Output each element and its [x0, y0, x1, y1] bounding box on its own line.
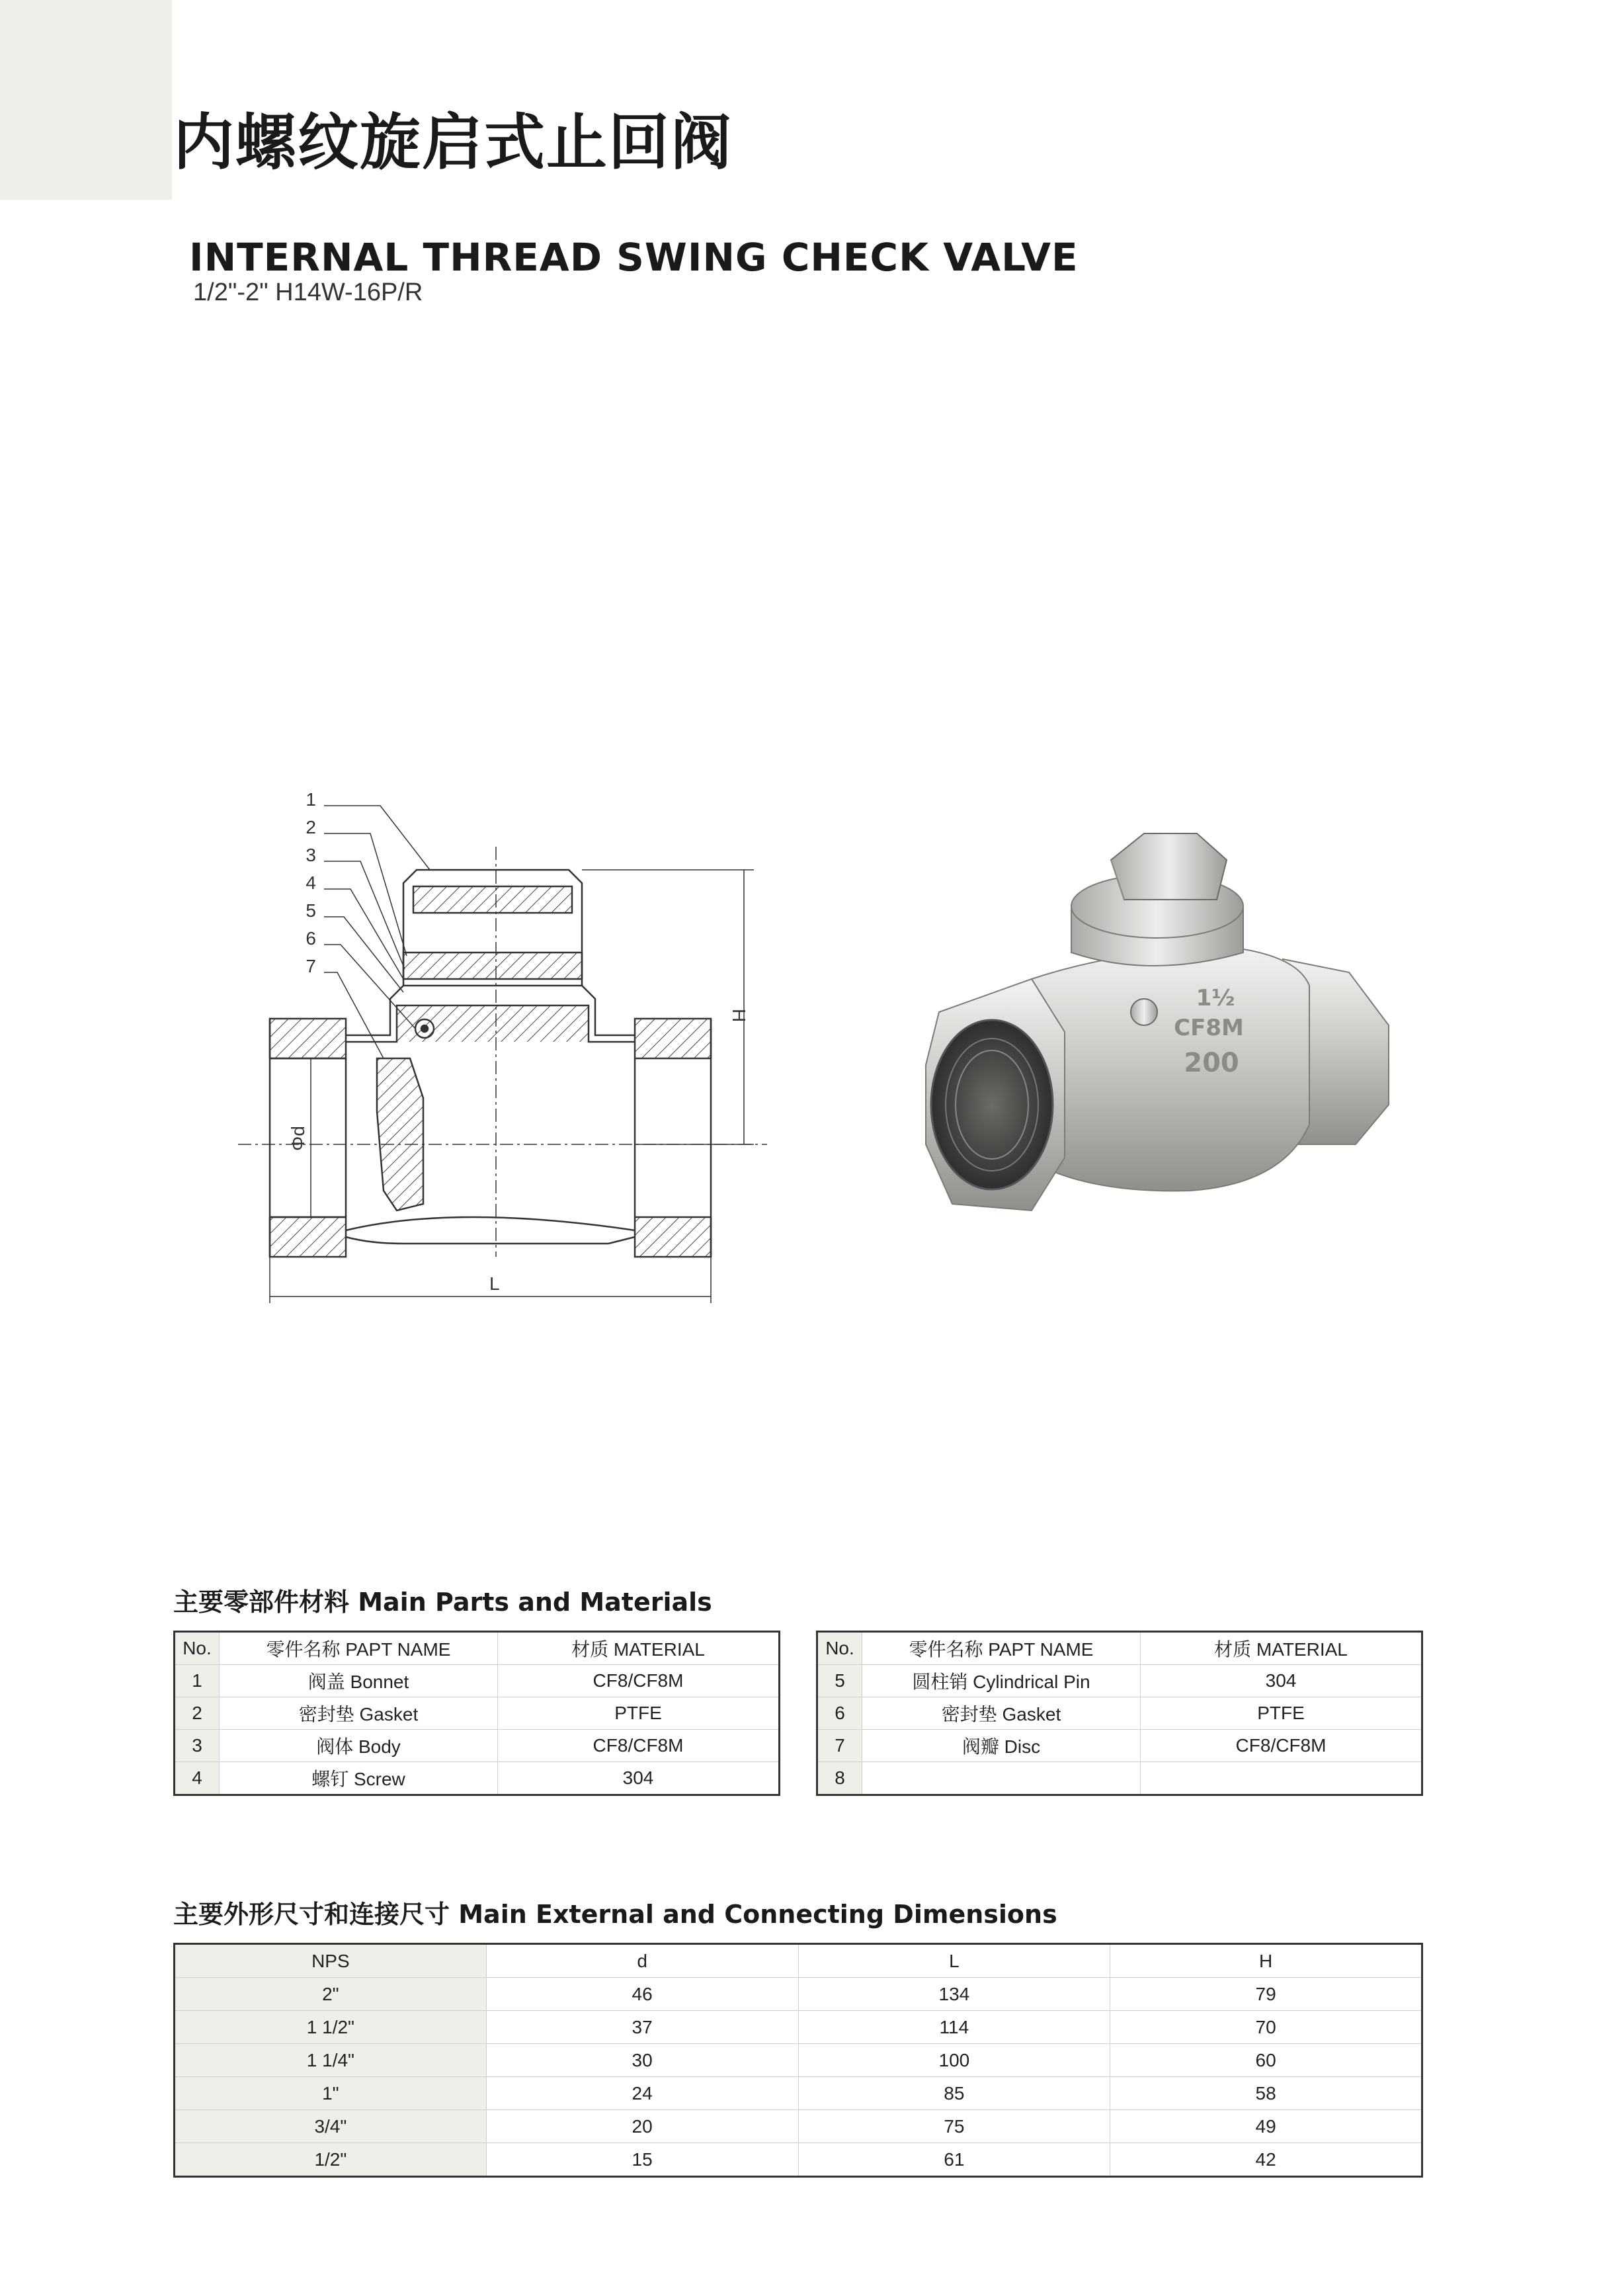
cell-d: 37: [486, 2011, 798, 2044]
part-material: CF8/CF8M: [1141, 1730, 1422, 1762]
table-row: [175, 2110, 1422, 2143]
cell-nps: 1/2": [175, 2143, 487, 2177]
part-name: 阀体 Body: [220, 1730, 498, 1762]
marking-material: CF8M: [1174, 1015, 1244, 1041]
cell-l: 75: [798, 2110, 1110, 2143]
part-no: 6: [817, 1697, 862, 1730]
valve-product-photo: [913, 814, 1415, 1250]
part-name: 螺钉 Screw: [220, 1762, 498, 1795]
cell-nps: 2": [175, 1978, 487, 2011]
parts-table-left: [173, 1631, 780, 1796]
header-name: 零件名称 PAPT NAME: [862, 1632, 1141, 1665]
page-title-chinese: 内螺纹旋启式止回阀: [173, 107, 733, 178]
cell-d: 15: [486, 2143, 798, 2177]
screw-head: [1131, 999, 1157, 1025]
part-name: 圆柱销 Cylindrical Pin: [862, 1665, 1141, 1697]
callout-3: 3: [306, 845, 316, 865]
cell-h: 79: [1110, 1978, 1422, 2011]
dims-header-row: [175, 1944, 1422, 1978]
part-name: 密封垫 Gasket: [862, 1697, 1141, 1730]
marking-size: 1½: [1196, 985, 1235, 1011]
cell-l: 100: [798, 2044, 1110, 2077]
parts-header-row: [175, 1632, 780, 1665]
callout-6: 6: [306, 928, 316, 949]
inlet-bore: [931, 1020, 1053, 1189]
cell-h: 58: [1110, 2077, 1422, 2110]
right-hex-fitting-bottom: [635, 1217, 711, 1257]
part-no: 7: [817, 1730, 862, 1762]
label-d: Φd: [288, 1126, 308, 1151]
part-name: [862, 1762, 1141, 1795]
part-no: 1: [175, 1665, 220, 1697]
part-no: 3: [175, 1730, 220, 1762]
cell-d: 30: [486, 2044, 798, 2077]
header-material: 材质 MATERIAL: [498, 1632, 780, 1665]
header-no: No.: [817, 1632, 862, 1665]
part-material: PTFE: [498, 1697, 780, 1730]
disc: [377, 1058, 423, 1211]
part-no: 2: [175, 1697, 220, 1730]
valve-section-drawing: [238, 781, 767, 1323]
left-hex-fitting: [270, 1019, 346, 1058]
part-material: CF8/CF8M: [498, 1730, 780, 1762]
parts-table-right: [816, 1631, 1423, 1796]
right-hex-fitting: [635, 1019, 711, 1058]
cell-h: 60: [1110, 2044, 1422, 2077]
cell-nps: 3/4": [175, 2110, 487, 2143]
part-name: 阀盖 Bonnet: [220, 1665, 498, 1697]
left-hex-fitting-bottom: [270, 1217, 346, 1257]
table-row: [817, 1762, 1422, 1795]
dimensions-table: [173, 1943, 1423, 2178]
part-name: 密封垫 Gasket: [220, 1697, 498, 1730]
header-name: 零件名称 PAPT NAME: [220, 1632, 498, 1665]
table-row: [175, 2011, 1422, 2044]
part-material: [1141, 1762, 1422, 1795]
callout-2: 2: [306, 817, 316, 837]
cell-l: 61: [798, 2143, 1110, 2177]
cell-d: 46: [486, 1978, 798, 2011]
parts-header-row: [817, 1632, 1422, 1665]
page-title-english: INTERNAL THREAD SWING CHECK VALVE: [189, 235, 1079, 280]
callout-5: 5: [306, 900, 316, 921]
table-row: [175, 1978, 1422, 2011]
hex-cap: [1111, 833, 1227, 900]
header-d: d: [486, 1944, 798, 1978]
table-row: [175, 1665, 780, 1697]
callout-1: 1: [306, 789, 316, 810]
valve-body: [1025, 946, 1309, 1191]
cell-l: 114: [798, 2011, 1110, 2044]
cell-nps: 1 1/4": [175, 2044, 487, 2077]
part-no: 5: [817, 1665, 862, 1697]
part-no: 8: [817, 1762, 862, 1795]
cell-l: 85: [798, 2077, 1110, 2110]
part-material: 304: [1141, 1665, 1422, 1697]
header-h: H: [1110, 1944, 1422, 1978]
callout-4: 4: [306, 872, 316, 893]
part-name: 阀瓣 Disc: [862, 1730, 1141, 1762]
cell-nps: 1 1/2": [175, 2011, 487, 2044]
model-subtitle: 1/2"-2" H14W-16P/R: [193, 278, 423, 306]
table-row: [817, 1665, 1422, 1697]
part-material: PTFE: [1141, 1697, 1422, 1730]
table-row: [175, 2044, 1422, 2077]
dims-section-title: 主要外形尺寸和连接尺寸 Main External and Connecting Dimensions: [173, 1900, 1057, 1929]
cell-d: 20: [486, 2110, 798, 2143]
part-no: 4: [175, 1762, 220, 1795]
header-nps: NPS: [175, 1944, 487, 1978]
table-row: [817, 1730, 1422, 1762]
label-l: L: [489, 1273, 500, 1294]
cell-h: 49: [1110, 2110, 1422, 2143]
cell-d: 24: [486, 2077, 798, 2110]
cell-h: 70: [1110, 2011, 1422, 2044]
table-row: [817, 1697, 1422, 1730]
table-row: [175, 1762, 780, 1795]
table-row: [175, 1697, 780, 1730]
table-row: [175, 2077, 1422, 2110]
header-l: L: [798, 1944, 1110, 1978]
cell-h: 42: [1255, 2148, 1276, 2170]
cell-nps: 1": [175, 2077, 487, 2110]
header-material: 材质 MATERIAL: [1141, 1632, 1422, 1665]
corner-block: [0, 0, 172, 200]
table-row: [175, 1730, 780, 1762]
header-no: No.: [175, 1632, 220, 1665]
marking-pressure: 200: [1184, 1048, 1239, 1078]
callout-7: 7: [306, 956, 316, 976]
table-row: [175, 2143, 1422, 2177]
label-h: H: [729, 1009, 749, 1023]
parts-section-title: 主要零部件材料 Main Parts and Materials: [173, 1588, 712, 1617]
cell-l: 134: [798, 1978, 1110, 2011]
part-material: CF8/CF8M: [498, 1665, 780, 1697]
part-material: 304: [622, 1767, 654, 1788]
